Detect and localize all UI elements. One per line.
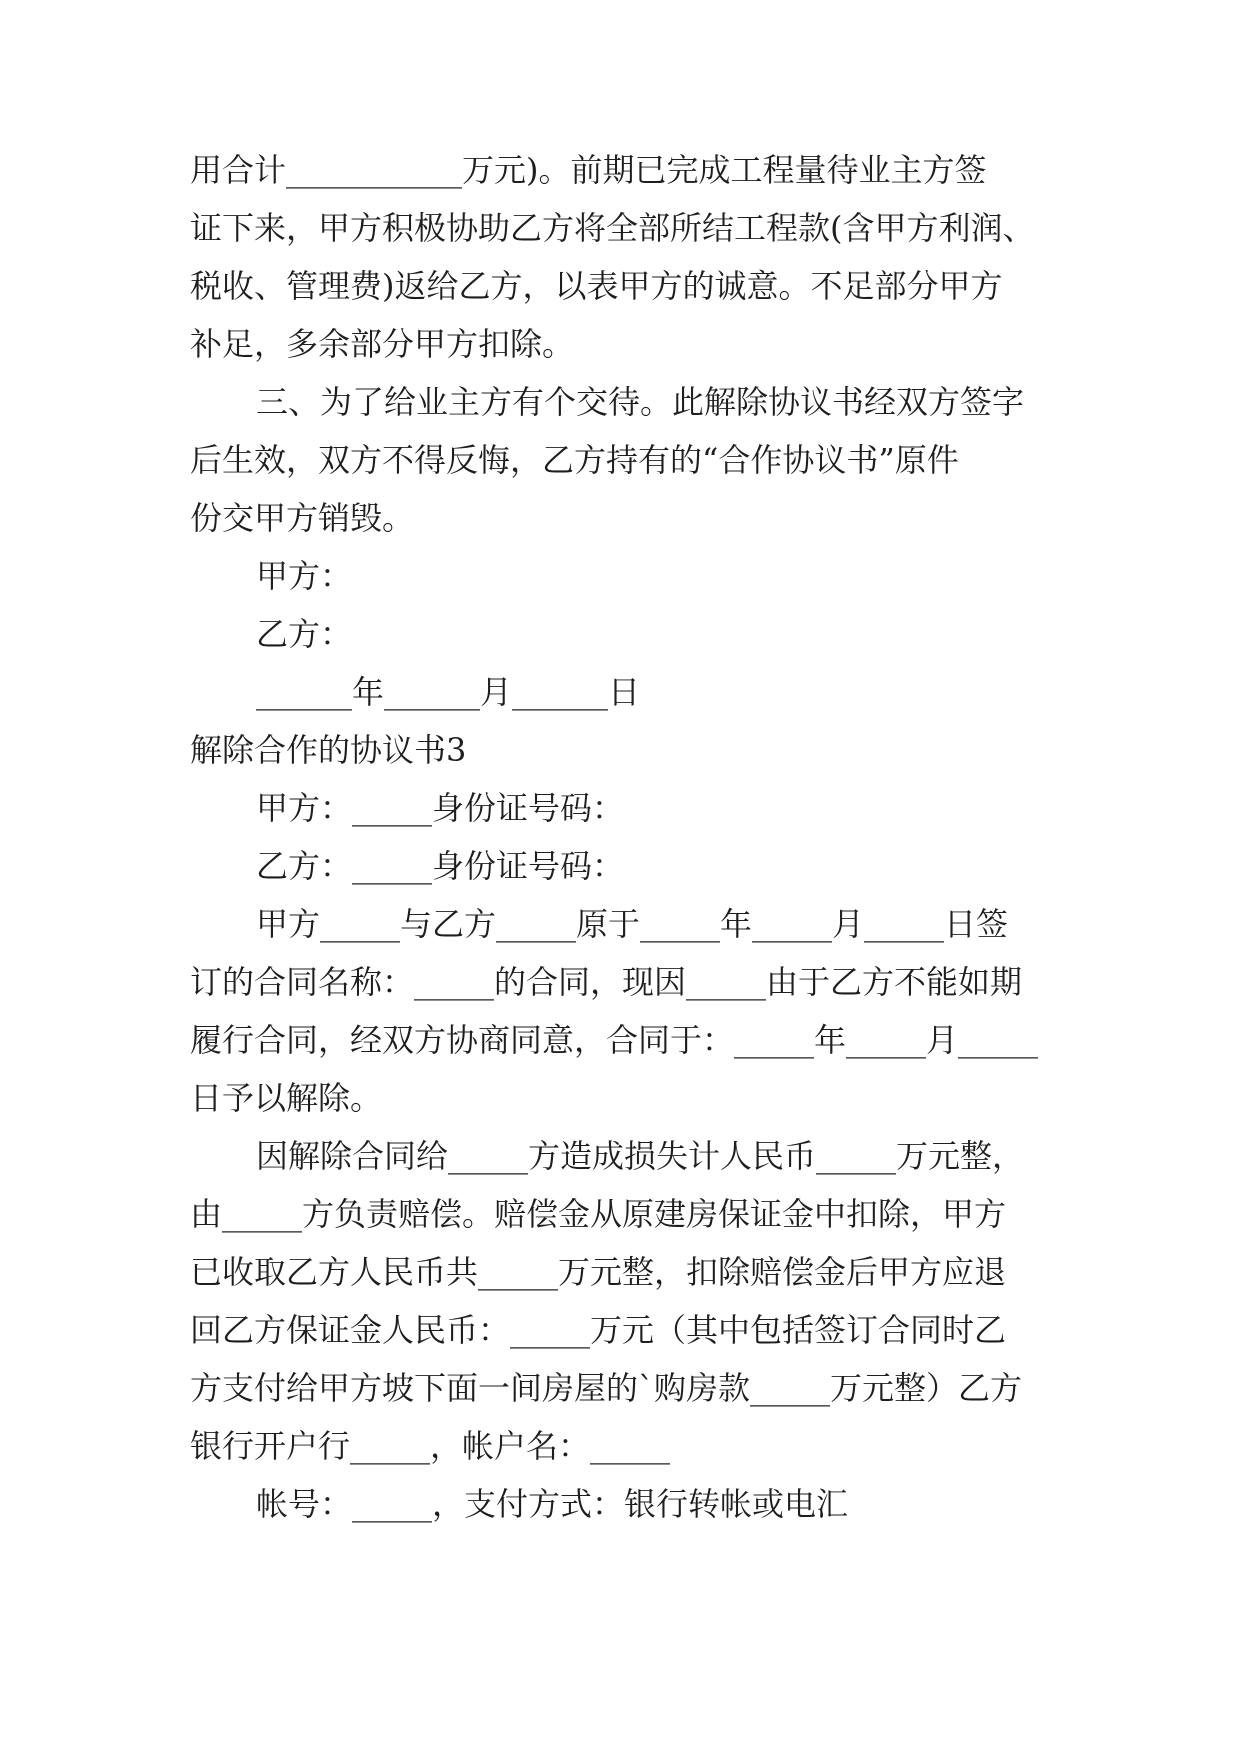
- paragraph-line: 回乙方保证金人民币：_____万元（其中包括签订合同时乙: [190, 1311, 1007, 1349]
- party-a-id-line: 甲方：_____身份证号码：: [256, 789, 625, 827]
- paragraph-line: 用合计___________万元)。前期已完成工程量待业主方签: [190, 151, 987, 189]
- paragraph-line: 因解除合同给_____方造成损失计人民币_____万元整，: [256, 1137, 1025, 1175]
- paragraph-line: 证下来，甲方积极协助乙方将全部所结工程款(含甲方利润、: [190, 209, 1035, 247]
- paragraph-line: 订的合同名称：_____的合同，现因_____由于乙方不能如期: [190, 963, 1023, 1001]
- paragraph-line: 银行开户行_____，帐户名：_____: [190, 1427, 671, 1465]
- paragraph-line: 甲方_____与乙方_____原于_____年_____月_____日签: [256, 905, 1009, 943]
- paragraph-line: 后生效，双方不得反悔，乙方持有的“合作协议书”原件: [190, 441, 959, 479]
- paragraph-line: 份交甲方销毁。: [190, 499, 415, 537]
- paragraph-line: 履行合同，经双方协商同意，合同于：_____年_____月_____: [190, 1021, 1039, 1059]
- paragraph-line: 帐号：_____，支付方式：银行转帐或电汇: [256, 1485, 849, 1523]
- paragraph-line: 由_____方负责赔偿。赔偿金从原建房保证金中扣除，甲方: [190, 1195, 1007, 1233]
- paragraph-line: 税收、管理费)返给乙方，以表甲方的诚意。不足部分甲方: [190, 267, 1003, 305]
- paragraph-line: 已收取乙方人民币共_____万元整，扣除赔偿金后甲方应退: [190, 1253, 1007, 1291]
- signature-party-b: 乙方：: [256, 615, 353, 653]
- paragraph-line: 补足，多余部分甲方扣除。: [190, 325, 575, 363]
- signature-date: ______年______月______日: [256, 673, 641, 711]
- paragraph-line: 方支付给甲方坡下面一间房屋的`购房款_____万元整）乙方: [190, 1369, 1023, 1407]
- paragraph-line: 日予以解除。: [190, 1079, 383, 1117]
- paragraph-line: 三、为了给业主方有个交待。此解除协议书经双方签字: [256, 383, 1025, 421]
- section-title: 解除合作的协议书3: [190, 731, 467, 769]
- party-b-id-line: 乙方：_____身份证号码：: [256, 847, 625, 885]
- signature-party-a: 甲方：: [256, 557, 353, 595]
